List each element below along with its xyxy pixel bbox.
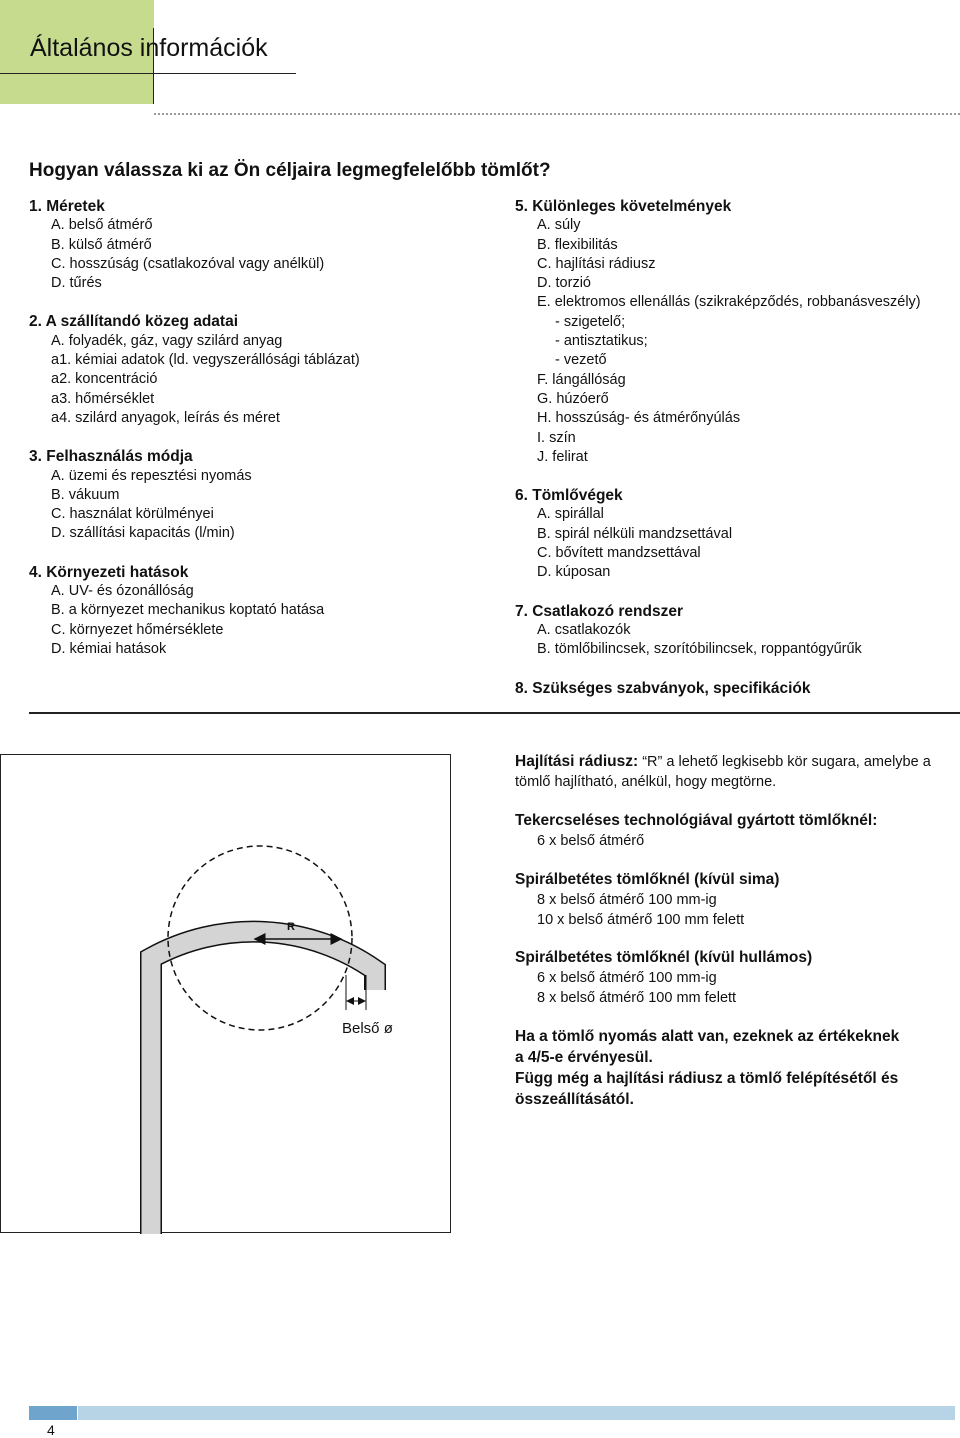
section-title-8: 8. Szükséges szabványok, specifikációk [515, 679, 811, 697]
section-title-7: 7. Csatlakozó rendszer [515, 602, 683, 620]
list-item: D. szállítási kapacitás (l/min) [51, 525, 235, 542]
list-item: B. flexibilitás [537, 236, 618, 253]
section-title-5: 5. Különleges követelmények [515, 198, 732, 215]
list-item: B. tömlőbilincsek, szorítóbilincsek, roppantógyűrűk [537, 641, 862, 658]
list-item: A. csatlakozók [537, 621, 631, 638]
list-item: A. UV- és ózonállóság [51, 583, 194, 600]
main-heading: Hogyan válassza ki az Ön céljaira legmegfelelőbb tömlőt? [29, 160, 551, 181]
section-title-1: 1. Méretek [29, 198, 105, 215]
radius-label: R [287, 921, 295, 933]
list-item: C. használat körülményei [51, 506, 214, 523]
bend-radius-figure [0, 754, 451, 1233]
note-line: Függ még a hajlítási rádiusz a tömlő felépítésétől és [515, 1070, 899, 1087]
info-block-title: Tekercseléses technológiával gyártott tömlőknél: [515, 812, 878, 829]
list-item: I. szín [537, 429, 576, 446]
list-item: C. hosszúság (csatlakozóval vagy anélkül) [51, 255, 325, 272]
pressure-note [515, 1026, 960, 1110]
info-block-smooth [515, 870, 960, 930]
list-item: D. tűrés [51, 275, 102, 292]
definition-term: Hajlítási rádiusz: [515, 753, 639, 770]
list-item: A. belső átmérő [51, 217, 153, 234]
list-item: A. súly [537, 217, 581, 234]
info-block-corrugated [515, 948, 960, 1008]
list-item: F. lángállóság [537, 371, 626, 388]
footer-bar-accent [29, 1406, 77, 1420]
definition-text: “R” a lehető legkisebb kör sugara, amelybe a tömlő hajlítható, anélkül, hogy megtörne. [515, 754, 931, 790]
info-line: 8 x belső átmérő 100 mm felett [537, 990, 737, 1006]
page-number: 4 [47, 1422, 55, 1438]
section-divider [29, 712, 960, 714]
footer-bar [78, 1406, 955, 1420]
list-item: B. a környezet mechanikus koptató hatása [51, 602, 325, 619]
list-item: a1. kémiai adatok (ld. vegyszerállósági táblázat) [51, 352, 360, 369]
list-item: C. hajlítási rádiusz [537, 255, 656, 272]
note-line: Ha a tömlő nyomás alatt van, ezeknek az értékeknek [515, 1028, 900, 1045]
section-title-3: 3. Felhasználás módja [29, 448, 193, 466]
note-line: a 4/5-e érvényesül. [515, 1049, 653, 1066]
list-item: a3. hőmérséklet [51, 390, 155, 407]
list-item: G. húzóerő [537, 390, 609, 407]
hose-body [151, 932, 375, 1234]
list-item: A. folyadék, gáz, vagy szilárd anyag [51, 332, 283, 349]
right-column [515, 197, 960, 698]
info-block-wound [515, 811, 960, 851]
info-block-title: Spirálbetétes tömlőknél (kívül sima) [515, 871, 780, 888]
list-item: J. felirat [537, 448, 588, 465]
list-subitem: - szigetelő; [555, 313, 626, 330]
header-rule [0, 73, 296, 74]
note-line: összeállításától. [515, 1091, 634, 1108]
section-title-4: 4. Környezeti hatások [29, 563, 189, 581]
definition-paragraph [515, 752, 960, 792]
list-item: D. torzió [537, 275, 591, 292]
hose-bend-illustration [1, 755, 452, 1234]
page-title: Általános információk [30, 34, 268, 62]
list-item: B. külső átmérő [51, 236, 152, 253]
list-subitem: - antisztatikus; [555, 333, 648, 350]
info-block-title: Spirálbetétes tömlőknél (kívül hullámos) [515, 949, 813, 966]
list-item: A. üzemi és repesztési nyomás [51, 467, 252, 484]
hose-outline [151, 932, 375, 1234]
list-item: a2. koncentráció [51, 371, 158, 388]
section-title-6: 6. Tömlővégek [515, 487, 623, 505]
section-title-2: 2. A szállítandó közeg adatai [29, 313, 239, 331]
list-item: A. spirállal [537, 506, 604, 523]
list-item: B. vákuum [51, 486, 120, 503]
inner-diameter-label: Belső ø [342, 1020, 393, 1037]
info-line: 8 x belső átmérő 100 mm-ig [537, 892, 717, 908]
info-line: 6 x belső átmérő [537, 833, 645, 849]
list-item: B. spirál nélküli mandzsettával [537, 525, 733, 542]
list-item: D. kémiai hatások [51, 640, 167, 657]
list-item: E. elektromos ellenállás (szikraképződés, robbanásveszély) [537, 294, 921, 311]
left-column [29, 197, 469, 659]
list-item: C. bővített mandzsettával [537, 545, 701, 562]
list-subitem: - vezető [555, 352, 607, 369]
info-line: 10 x belső átmérő 100 mm felett [537, 912, 745, 928]
list-item: H. hosszúság- és átmérőnyúlás [537, 410, 741, 427]
header-dotted-divider [154, 113, 960, 115]
list-item: D. kúposan [537, 564, 611, 581]
list-item: a4. szilárd anyagok, leírás és méret [51, 409, 280, 426]
list-item: C. környezet hőmérséklete [51, 621, 224, 638]
info-line: 6 x belső átmérő 100 mm-ig [537, 970, 717, 986]
